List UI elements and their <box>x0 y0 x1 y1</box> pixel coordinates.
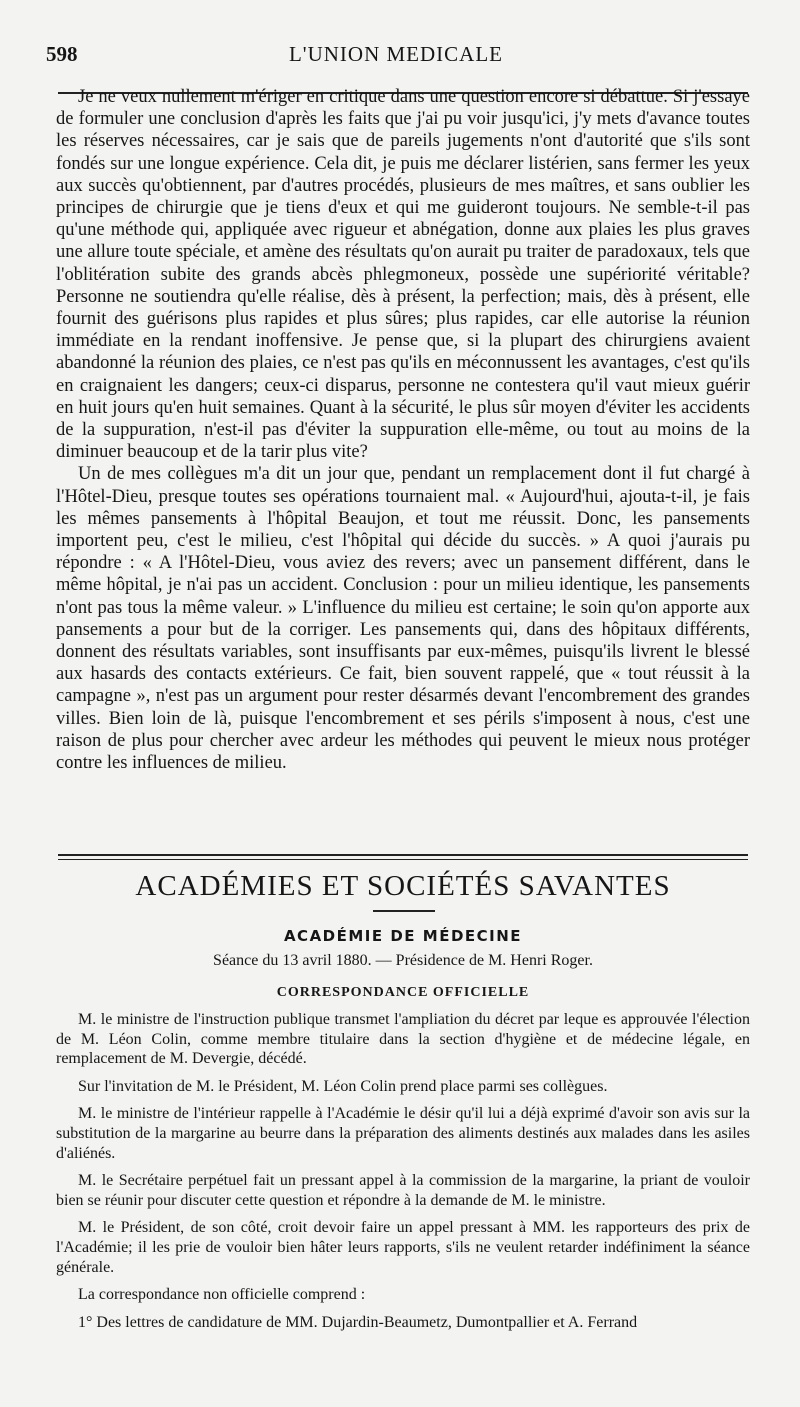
minutes-paragraph: La correspondance non officielle comprend : <box>78 1286 366 1304</box>
title-rule <box>373 910 435 912</box>
session-line: Séance du 13 avril 1880. — Présidence de M. Henri Roger. <box>213 952 593 969</box>
minutes-paragraph: M. le ministre de l'instruction publique transmet l'ampliation du décret par leque es approuvée l'élection de M. Léon Colin, comme membre titulaire dans la section d'hygiène et de médecine légale, en remplacement de M. Devergie, décédé. <box>56 1011 750 1068</box>
minutes-paragraph: M. le Président, de son côté, croit devoir faire un appel pressant à MM. les rapporteurs des prix de l'Académie; il les prie de vouloir bien hâter leurs rapports, s'ils ne veulent retarder indéfiniment la séance générale. <box>56 1219 750 1276</box>
page-header <box>46 42 746 74</box>
minutes-paragraph: M. le ministre de l'intérieur rappelle à l'Académie le désir qu'il lui a déjà exprimé d'avoir son avis sur la substitution de la margarine au beurre dans la préparation des aliments destinés aux malades dans les asiles d'aliénés. <box>56 1105 750 1162</box>
section-divider <box>58 859 748 860</box>
article-paragraph: Un de mes collègues m'a dit un jour que, pendant un remplacement dont il fut chargé à l'Hôtel-Dieu, presque toutes ses opérations tournaient mal. « Aujourd'hui, ajouta-t-il, je fais les mêmes pansements à l'hôpital Beaujon, et tout me réussit. Donc, les pansements importent peu, c'est le milieu, c'est l'hôpital qui décide du succès. » A quoi j'aurais pu répondre : « A l'Hôtel-Dieu, vous aviez des revers; avec un pansement différent, dans le même hôpital, je n'ai pas un accident. Conclusion : pour un milieu identique, les pansements n'ont pas tous la même valeur. » L'influence du milieu est certaine; le soin qu'on apporte aux pansements a pour but de la corriger. Les pansements qui, dans des hôpitaux différents, donnent des résultats variables, sont insuffisants par eux-mêmes, puisqu'ils livrent le blessé aux hasards des contacts extérieurs. Ce fait, bien souvent rappelé, que « tout réussit à la campagne », n'est pas un argument pour rester désarmés devant l'encombrement des grandes villes. Bien loin de là, puisque l'encombrement et ses périls s'imposent à nous, c'est une raison de plus pour chercher avec ardeur les méthodes qui peuvent le mieux nous protéger contre les influences de milieu. <box>56 464 750 774</box>
minutes-paragraph: M. le Secrétaire perpétuel fait un pressant appel à la commission de la margarine, la priant de vouloir bien se réunir pour discuter cette question et répondre à la demande de M. le ministre. <box>56 1172 750 1209</box>
minutes-paragraph: Sur l'invitation de M. le Président, M. Léon Colin prend place parmi ses collègues. <box>78 1077 608 1095</box>
section-divider <box>58 854 748 856</box>
page-number: 598 <box>46 42 78 66</box>
academy-title: ACADÉMIE DE MÉDECINE <box>283 927 523 945</box>
minutes-paragraph: 1° Des lettres de candidature de MM. Dujardin-Beaumetz, Dumontpallier et A. Ferrand <box>78 1313 638 1331</box>
running-title: L'UNION MEDICALE <box>288 42 503 66</box>
article-body <box>56 86 750 774</box>
section-title: ACADÉMIES ET SOCIÉTÉS SAVANTES <box>135 870 671 902</box>
article-paragraph: Je ne veux nullement m'ériger en critique dans une question encore si débattue. Si j'essaye de formuler une conclusion d'après les faits que j'ai pu voir jusqu'ici, j'y mets d'avance toutes les réserves nécessaires, car je sais que de pareils jugements n'ont d'autorité que s'ils sont fondés sur une longue expérience. Cela dit, je puis me déclarer listérien, sans fermer les yeux aux succès qu'obtiennent, par d'autres procédés, plusieurs de mes maîtres, et sans oublier les principes de chirurgie que je tiens d'eux et qui me guideront toujours. Ne semble-t-il pas qu'une méthode qui, appliquée avec rigueur et abnégation, donne aux plaies les plus graves une allure toute spéciale, et amène des résultats qu'on aurait pu traiter de paradoxaux, tels que l'oblitération subite des grands abcès phlegmoneux, possède une supériorité véritable? Personne ne soutiendra qu'elle réalise, dès à présent, la perfection; mais, dès à présent, elle fournit des guérisons plus rapides et plus sûres; plus rapides, car elle autorise la réunion immédiate en la rendant inoffensive. Je pense que, si la plupart des chirurgiens avaient abandonné la réunion des plaies, ce n'est pas qu'ils en méconnussent les avantages, c'est qu'ils en craignaient les dangers; ceux-ci disparus, personne ne contestera qu'il vaut mieux guérir en huit jours qu'en huit semaines. Quant à la sécurité, le plus sûr moyen d'éviter les accidents de la suppuration, n'est-il pas d'éviter la suppuration elle-même, ou tout au moins de la diminuer beaucoup et de la tarir plus vite? <box>56 87 750 463</box>
subsection-title: CORRESPONDANCE OFFICIELLE <box>276 985 530 1000</box>
minutes-body <box>56 1010 750 1340</box>
